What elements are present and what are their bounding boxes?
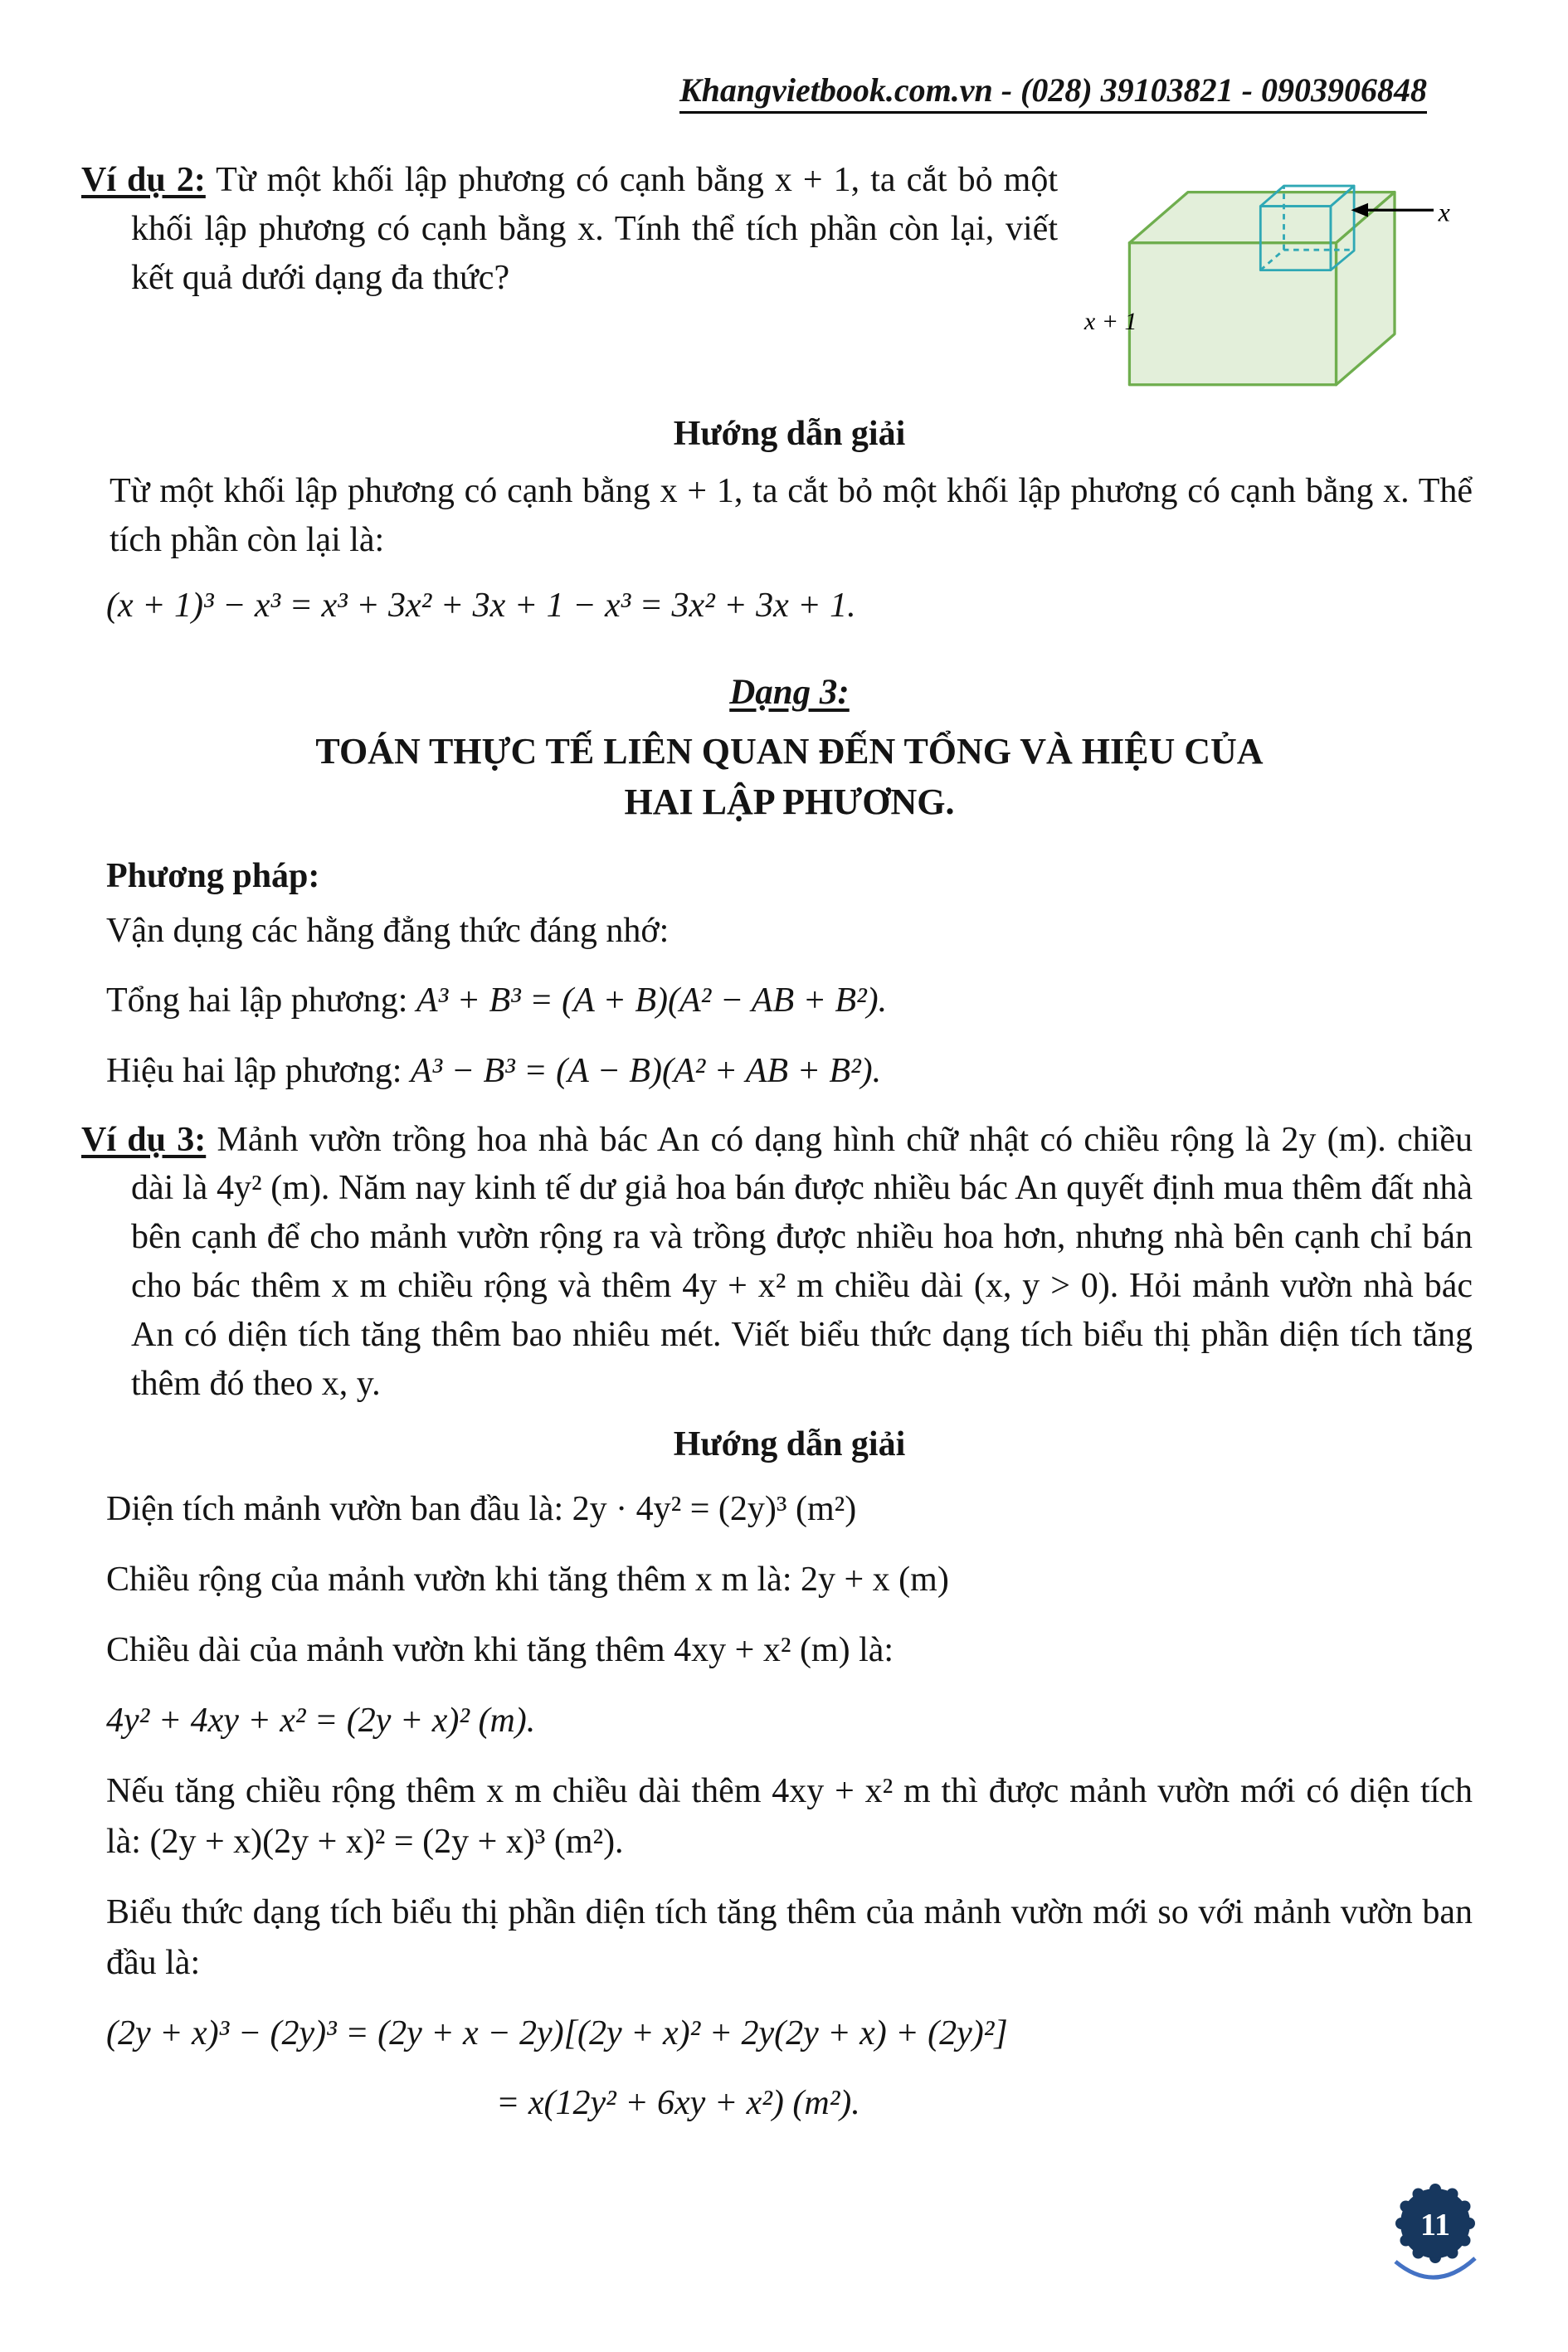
example3-text: Mảnh vườn trồng hoa nhà bác An có dạng hình chữ nhật có chiều rộng là 2y (m). chiều dài là 4y² (m). Năm nay kinh tế dư giả hoa bán được nhiều bác An quyết định mua thêm đất nhà bên cạnh để cho mảnh vườn rộng ra và trồng được nhiều hoa hơn, nhưng nhà bên cạnh chỉ bán cho bác thêm x m chiều rộng và thêm 4y + x² m chiều dài (x, y > 0). Hỏi mảnh vườn nhà bác An có diện tích tăng thêm bao nhiêu mét. Viết biểu thức dạng tích biểu thị phần diện tích tăng thêm đó theo x, y. bbox=[131, 1120, 1473, 1403]
small-cube-label: x bbox=[1438, 197, 1450, 227]
solution-line-difference-formula: (2y + x)³ − (2y)³ = (2y + x − 2y)[(2y + x)² + 2y(2y + x) + (2y)²] bbox=[106, 2014, 1008, 2053]
example3-solution-heading: Hướng dẫn giải bbox=[673, 1425, 906, 1464]
solution-line-initial-area: Diện tích mảnh vườn ban đầu là: 2y · 4y² = (2y)³ (m²) bbox=[106, 1490, 857, 1529]
example2-formula: (x + 1)³ − x³ = x³ + 3x² + 3x + 1 − x³ = 3x² + 3x + 1. bbox=[106, 586, 856, 625]
method-label: Phương pháp: bbox=[106, 856, 320, 895]
cube-figure bbox=[1083, 161, 1473, 404]
cube-illustration bbox=[1083, 161, 1473, 395]
large-cube-label: x + 1 bbox=[1083, 307, 1137, 336]
difference-of-cubes-formula: A³ − B³ = (A − B)(A² + AB + B²). bbox=[410, 1051, 882, 1090]
sum-of-cubes-formula: A³ + B³ = (A + B)(A² − AB + B²). bbox=[416, 981, 888, 1020]
difference-of-cubes-line bbox=[106, 1045, 1473, 1098]
solution-line-result: = x(12y² + 6xy + x²) (m²). bbox=[496, 2084, 860, 2123]
example2-solution-heading: Hướng dẫn giải bbox=[673, 415, 906, 453]
example2-label: Ví dụ 2: bbox=[81, 161, 206, 199]
solution-line-length-formula: 4y² + 4xy + x² = (2y + x)² (m). bbox=[106, 1702, 536, 1741]
solution-line-new-area: Nếu tăng chiều rộng thêm x m chiều dài thêm 4xy + x² m thì được mảnh vườn mới có diện tích là: (2y + x)(2y + x)² = (2y + x)³ (m²). bbox=[106, 1772, 1473, 1861]
sum-of-cubes-line bbox=[106, 975, 1473, 1027]
gear-icon bbox=[1385, 2174, 1485, 2298]
solution-line-difference-intro: Biểu thức dạng tích biểu thị phần diện tích tăng thêm của mảnh vườn mới so với mảnh vườn ban đầu là: bbox=[106, 1892, 1473, 1982]
section3-heading-line1: TOÁN THỰC TẾ LIÊN QUAN ĐẾN TỔNG VÀ HIỆU CỦA bbox=[315, 730, 1264, 772]
example3-paragraph bbox=[81, 1116, 1473, 1409]
example2-solution-text: Từ một khối lập phương có cạnh bằng x + 1, ta cắt bỏ một khối lập phương có cạnh bằng x. Thể tích phần còn lại là: bbox=[110, 472, 1473, 559]
example3-label: Ví dụ 3: bbox=[81, 1120, 207, 1159]
site-info: Khangvietbook.com.vn - (028) 39103821 - 0903906848 bbox=[679, 71, 1427, 114]
difference-of-cubes-label: Hiệu hai lập phương: bbox=[106, 1051, 402, 1090]
sum-of-cubes-label: Tổng hai lập phương: bbox=[106, 981, 408, 1020]
solution-line-new-width: Chiều rộng của mảnh vườn khi tăng thêm x m là: 2y + x (m) bbox=[106, 1561, 949, 1600]
page-header bbox=[106, 71, 1473, 110]
method-text: Vận dụng các hằng đẳng thức đáng nhớ: bbox=[106, 911, 670, 950]
section3-title: Dạng 3: bbox=[729, 672, 850, 712]
page-number-badge bbox=[1385, 2174, 1485, 2307]
solution-line-new-length: Chiều dài của mảnh vườn khi tăng thêm 4xy + x² (m) là: bbox=[106, 1631, 894, 1670]
page-number: 11 bbox=[1420, 2208, 1450, 2242]
section3-heading-line2: HAI LẬP PHƯƠNG. bbox=[624, 782, 955, 823]
example2-text: Từ một khối lập phương có cạnh bằng x + 1, ta cắt bỏ một khối lập phương có cạnh bằng x. Tính thể tích phần còn lại, viết kết quả dưới dạng đa thức? bbox=[131, 161, 1059, 297]
